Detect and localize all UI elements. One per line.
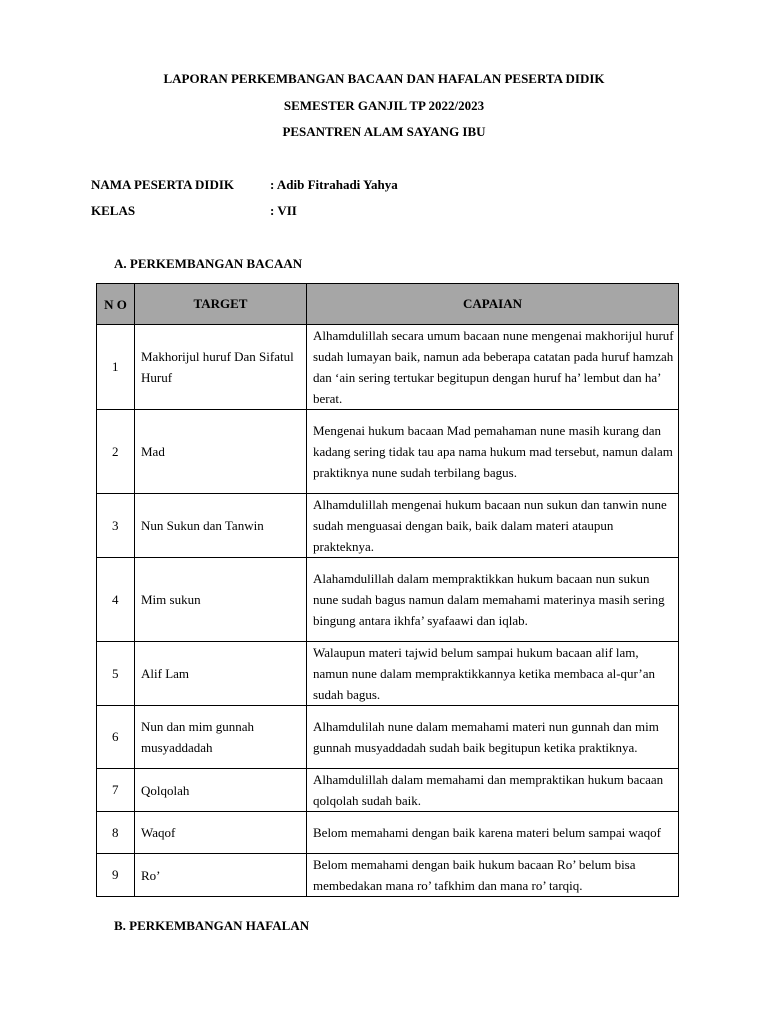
student-name-value: : Adib Fitrahadi Yahya [270,177,398,192]
row-no: 4 [97,558,135,642]
class-value: : VII [270,203,297,218]
row-capaian: Alhamdulilah nune dalam memahami materi nun gunnah dan mim gunnah musyaddadah sudah baik begitupun ketika praktiknya. [307,706,679,769]
table-row [97,642,679,706]
row-capaian: Belom memahami dengan baik hukum bacaan Ro’ belum bisa membedakan mana ro’ tafkhim dan mana ro’ tarqiq. [307,854,679,897]
row-capaian: Belom memahami dengan baik karena materi belum sampai waqof [307,812,679,854]
section-b-heading: B. PERKEMBANGAN HAFALAN [114,918,310,933]
reading-progress-table [96,283,679,897]
row-no: 2 [97,410,135,494]
row-target: Mad [135,410,307,494]
class-label: KELAS [91,203,136,218]
table-row [97,325,679,410]
row-capaian: Alahamdulillah dalam mempraktikkan hukum bacaan nun sukun nune sudah bagus namun dalam memahami materinya masih sering bingung antara ikhfa’ syafaawi dan iqlab. [307,558,679,642]
row-capaian: Alhamdulillah secara umum bacaan nune mengenai makhorijul huruf sudah lumayan baik, namun ada beberapa catatan pada huruf hamzah dan ‘ain sering tertukar begitupun dengan huruf ha’ lembut dan ha’ berat. [307,325,679,410]
row-target: Nun dan mim gunnah musyaddadah [135,706,307,769]
row-capaian: Alhamdulillah dalam memahami dan mempraktikan hukum bacaan qolqolah sudah baik. [307,769,679,812]
report-title-line1: LAPORAN PERKEMBANGAN BACAAN DAN HAFALAN PESERTA DIDIK [163,71,605,86]
table-row [97,494,679,558]
row-no: 8 [97,812,135,854]
header-capaian: CAPAIAN [307,284,679,325]
row-no: 5 [97,642,135,706]
row-capaian: Alhamdulillah mengenai hukum bacaan nun sukun dan tanwin nune sudah menguasai dengan baik, baik dalam materi ataupun prakteknya. [307,494,679,558]
row-target: Qolqolah [135,769,307,812]
row-target: Makhorijul huruf Dan Sifatul Huruf [135,325,307,410]
row-target: Alif Lam [135,642,307,706]
table-row [97,706,679,769]
table-row [97,854,679,897]
table-header-row [97,284,679,325]
row-target: Mim sukun [135,558,307,642]
row-target: Nun Sukun dan Tanwin [135,494,307,558]
table-row [97,769,679,812]
row-no: 1 [97,325,135,410]
row-target: Ro’ [135,854,307,897]
row-target: Waqof [135,812,307,854]
table-row [97,410,679,494]
row-no: 6 [97,706,135,769]
report-title-line3: PESANTREN ALAM SAYANG IBU [282,124,486,139]
row-no: 7 [97,769,135,812]
row-capaian: Mengenai hukum bacaan Mad pemahaman nune masih kurang dan kadang sering tidak tau apa nama hukum mad tersebut, namun dalam praktiknya nune sudah terbilang bagus. [307,410,679,494]
row-capaian: Walaupun materi tajwid belum sampai hukum bacaan alif lam, namun nune dalam mempraktikkannya ketika membaca al-qur’an sudah bagus. [307,642,679,706]
table-row [97,812,679,854]
row-no: 3 [97,494,135,558]
header-target: TARGET [135,284,307,325]
table-row [97,558,679,642]
student-name-label: NAMA PESERTA DIDIK [91,177,235,192]
section-a-heading: A. PERKEMBANGAN BACAAN [114,256,303,271]
header-no: N O [97,284,135,325]
report-title-line2: SEMESTER GANJIL TP 2022/2023 [283,98,485,113]
row-no: 9 [97,854,135,897]
